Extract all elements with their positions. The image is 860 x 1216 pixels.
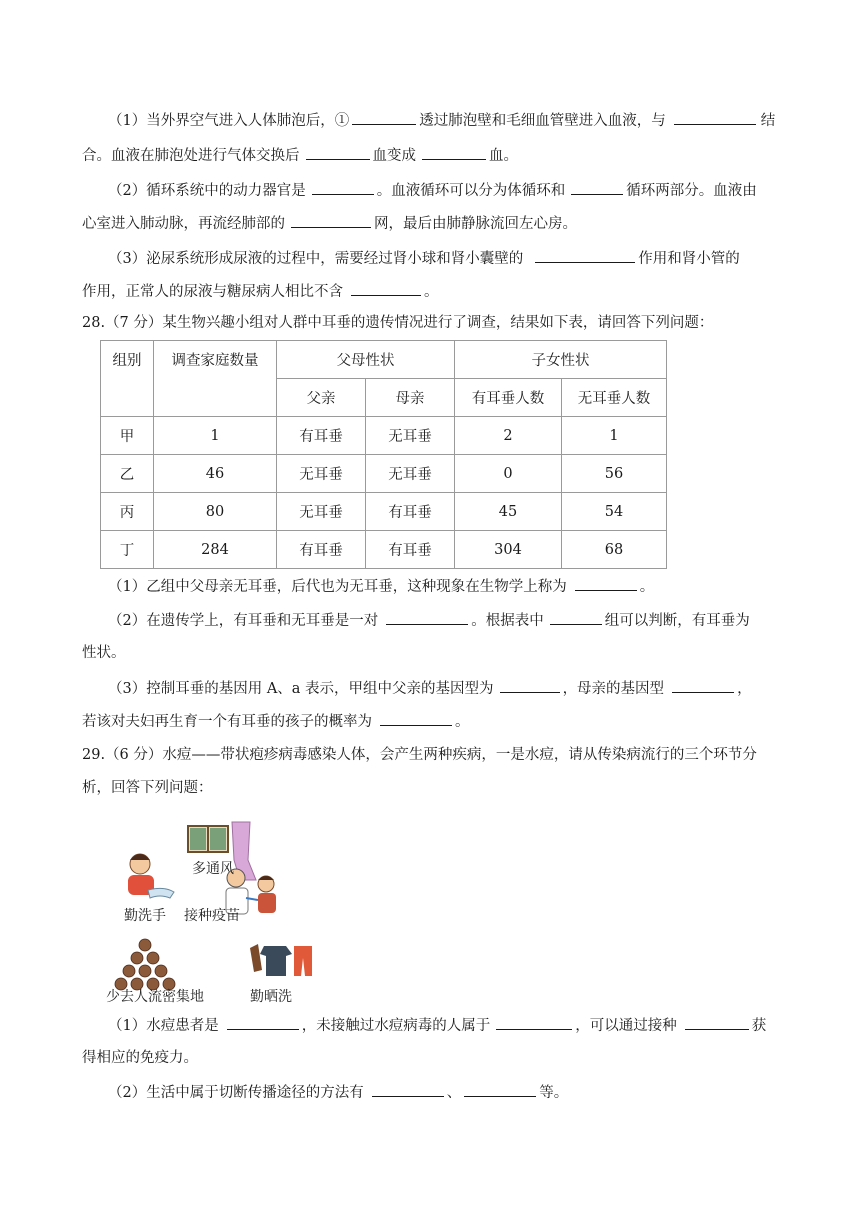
answer-blank[interactable] bbox=[464, 1082, 536, 1097]
q-prev-line-4: 心室进入肺动脉，再流经肺部的 网，最后由肺静脉流回左心房。 bbox=[82, 213, 577, 234]
q29-intro-2: 析，回答下列问题： bbox=[82, 780, 213, 796]
q28-sub1: （1）乙组中父母亲无耳垂，后代也为无耳垂，这种现象在生物学上称为 。 bbox=[108, 576, 654, 597]
cell-group: 丁 bbox=[101, 531, 154, 569]
cell-with: 0 bbox=[455, 455, 562, 493]
cell-count: 1 bbox=[154, 417, 277, 455]
table-row bbox=[101, 455, 667, 493]
q28-sub2: （2）在遗传学上，有耳垂和无耳垂是一对 。根据表中 组可以判断，有耳垂为 bbox=[108, 610, 750, 631]
prevention-illustration bbox=[100, 820, 320, 1010]
cell-group: 丙 bbox=[101, 493, 154, 531]
header-without-earlobe: 无耳垂人数 bbox=[562, 379, 667, 417]
answer-blank[interactable] bbox=[312, 180, 374, 195]
q29-intro-1: 29.（6 分）水痘——带状疱疹病毒感染人体，会产生两种疾病，一是水痘，请从传染病流行的三个环节分 bbox=[82, 747, 757, 763]
caption-avoid-crowds: 少去人流密集地 bbox=[106, 989, 204, 1005]
answer-blank[interactable] bbox=[496, 1015, 572, 1030]
answer-blank[interactable] bbox=[685, 1015, 749, 1030]
cell-without: 68 bbox=[562, 531, 667, 569]
q29-sub1: （1）水痘患者是 ，未接触过水痘病毒的人属于 ，可以通过接种 获 bbox=[108, 1015, 766, 1036]
cell-count: 284 bbox=[154, 531, 277, 569]
cell-father: 无耳垂 bbox=[277, 455, 366, 493]
q-prev-line-5: （3）泌尿系统形成尿液的过程中，需要经过肾小球和肾小囊壁的 作用和肾小管的 bbox=[108, 248, 740, 269]
answer-blank[interactable] bbox=[500, 678, 560, 693]
answer-blank[interactable] bbox=[422, 145, 486, 160]
answer-blank[interactable] bbox=[291, 213, 371, 228]
cell-without: 54 bbox=[562, 493, 667, 531]
clothes-drying-icon bbox=[250, 944, 312, 976]
cell-father: 有耳垂 bbox=[277, 531, 366, 569]
table-row bbox=[101, 493, 667, 531]
answer-blank[interactable] bbox=[386, 610, 468, 625]
crowd-icon bbox=[115, 939, 175, 990]
q28-sub3: （3）控制耳垂的基因用 A、a 表示，甲组中父亲的基因型为 ，母亲的基因型 ， bbox=[108, 678, 752, 699]
q-prev-line-6: 作用，正常人的尿液与糖尿病人相比不含 。 bbox=[82, 281, 439, 302]
answer-blank[interactable] bbox=[351, 281, 421, 296]
q28-sub2-cont: 性状。 bbox=[82, 645, 126, 661]
cell-without: 56 bbox=[562, 455, 667, 493]
cell-with: 304 bbox=[455, 531, 562, 569]
header-parents-traits: 父母性状 bbox=[277, 341, 455, 379]
q29-sub1-cont: 得相应的免疫力。 bbox=[82, 1050, 198, 1066]
cell-group: 甲 bbox=[101, 417, 154, 455]
answer-blank[interactable] bbox=[306, 145, 370, 160]
header-family-count: 调查家庭数量 bbox=[154, 341, 277, 417]
washing-hands-icon bbox=[128, 854, 174, 898]
cell-father: 无耳垂 bbox=[277, 493, 366, 531]
q29-sub2: （2）生活中属于切断传播途径的方法有 、 等。 bbox=[108, 1082, 568, 1103]
answer-blank[interactable] bbox=[227, 1015, 299, 1030]
caption-ventilate: 多通风 bbox=[192, 861, 234, 877]
caption-vaccinate: 接种疫苗 bbox=[184, 908, 240, 924]
cell-mother: 无耳垂 bbox=[366, 417, 455, 455]
answer-blank[interactable] bbox=[674, 110, 756, 125]
q-prev-line-1: （1）当外界空气进入人体肺泡后，① 透过肺泡壁和毛细血管壁进入血液，与 结 bbox=[108, 110, 775, 131]
caption-sun-dry: 勤晒洗 bbox=[250, 989, 292, 1005]
cell-father: 有耳垂 bbox=[277, 417, 366, 455]
header-mother: 母亲 bbox=[366, 379, 455, 417]
cell-mother: 无耳垂 bbox=[366, 455, 455, 493]
cell-without: 1 bbox=[562, 417, 667, 455]
header-children-traits: 子女性状 bbox=[455, 341, 667, 379]
cell-with: 2 bbox=[455, 417, 562, 455]
q-prev-line-2: 合。血液在肺泡处进行气体交换后 血变成 血。 bbox=[82, 145, 518, 166]
answer-blank[interactable] bbox=[380, 711, 452, 726]
cell-count: 46 bbox=[154, 455, 277, 493]
answer-blank[interactable] bbox=[575, 576, 637, 591]
cell-mother: 有耳垂 bbox=[366, 493, 455, 531]
answer-blank[interactable] bbox=[372, 1082, 444, 1097]
cell-with: 45 bbox=[455, 493, 562, 531]
cell-group: 乙 bbox=[101, 455, 154, 493]
answer-blank[interactable] bbox=[550, 610, 602, 625]
header-with-earlobe: 有耳垂人数 bbox=[455, 379, 562, 417]
table-row bbox=[101, 531, 667, 569]
answer-blank[interactable] bbox=[571, 180, 623, 195]
q-prev-line-3: （2）循环系统中的动力器官是 。血液循环可以分为体循环和 循环两部分。血液由 bbox=[108, 180, 757, 201]
window-icon bbox=[188, 826, 228, 852]
q28-intro: 28.（7 分）某生物兴趣小组对人群中耳垂的遗传情况进行了调查，结果如下表，请回答下列问题： bbox=[82, 315, 714, 331]
q28-sub3-cont: 若该对夫妇再生育一个有耳垂的孩子的概率为 。 bbox=[82, 711, 470, 732]
header-group: 组别 bbox=[101, 341, 154, 417]
answer-blank[interactable] bbox=[672, 678, 734, 693]
earlobe-survey-table bbox=[100, 340, 667, 569]
cell-mother: 有耳垂 bbox=[366, 531, 455, 569]
cell-count: 80 bbox=[154, 493, 277, 531]
table-row bbox=[101, 417, 667, 455]
header-father: 父亲 bbox=[277, 379, 366, 417]
answer-blank[interactable] bbox=[535, 248, 635, 263]
caption-wash-hands: 勤洗手 bbox=[124, 908, 166, 924]
answer-blank[interactable] bbox=[352, 110, 416, 125]
